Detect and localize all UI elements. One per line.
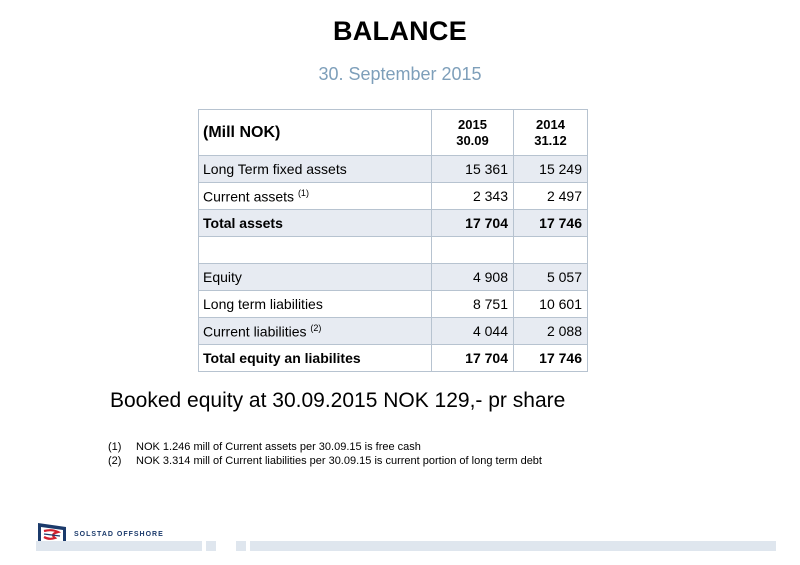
footnote-ref: (2): [310, 322, 322, 333]
row-label: Current assets: [203, 188, 295, 205]
table-row: [199, 318, 588, 345]
row-label: Total equity an liabilites: [203, 350, 361, 366]
cell-2014: 15 249: [514, 156, 588, 183]
row-label: Long term liabilities: [203, 296, 323, 312]
table-row-empty: [199, 237, 588, 264]
footnote-number: (2): [108, 455, 122, 467]
column-header-2015: [432, 110, 514, 156]
column-header-2014-date: 31.12: [534, 132, 567, 148]
row-label: Current liabilities: [203, 323, 307, 340]
page-title: BALANCE: [332, 16, 468, 46]
footnotes: [108, 440, 542, 468]
table-row: [199, 156, 588, 183]
cell-2015: 4 908: [432, 264, 514, 291]
footer-bar-segment: [236, 541, 246, 551]
footnote-text: NOK 1.246 mill of Current assets per 30.09.15 is free cash: [136, 441, 421, 453]
table-row-total: [199, 210, 588, 237]
table-row-total: [199, 345, 588, 372]
table-row: [199, 264, 588, 291]
footer-bar-segment: [250, 541, 776, 551]
cell-2014: 17 746: [514, 210, 588, 237]
row-label: Long Term fixed assets: [203, 161, 347, 177]
cell-2015: [432, 237, 514, 264]
footnote-2: [108, 454, 542, 468]
table-header-row: [199, 110, 588, 156]
cell-2014: 17 746: [514, 345, 588, 372]
footnote-number: (1): [108, 441, 122, 453]
row-label: Total assets: [203, 215, 283, 231]
cell-2014: 10 601: [514, 291, 588, 318]
column-header-2014-year: 2014: [536, 116, 565, 132]
footnote-1: [108, 440, 542, 454]
cell-2015: 2 343: [432, 183, 514, 210]
cell-2014: 5 057: [514, 264, 588, 291]
footnote-ref: (1): [297, 187, 309, 198]
cell-2014: [514, 237, 588, 264]
cell-2015: 17 704: [432, 210, 514, 237]
logo-text: SOLSTAD OFFSHORE: [74, 531, 164, 538]
booked-equity-statement: Booked equity at 30.09.2015 NOK 129,- pr share: [110, 389, 566, 412]
balance-table: [198, 109, 588, 372]
table-row: [199, 291, 588, 318]
footnote-text: NOK 3.314 mill of Current liabilities per 30.09.15 is current portion of long term debt: [136, 455, 542, 467]
table-row: [199, 183, 588, 210]
column-header-2015-date: 30.09: [456, 132, 489, 148]
cell-2014: 2 497: [514, 183, 588, 210]
column-header-2015-year: 2015: [458, 116, 487, 132]
cell-2015: 17 704: [432, 345, 514, 372]
footer-bar-segment: [206, 541, 216, 551]
cell-2014: 2 088: [514, 318, 588, 345]
cell-2015: 15 361: [432, 156, 514, 183]
unit-label: (Mill NOK): [199, 110, 432, 156]
page-subtitle: 30. September 2015: [318, 64, 482, 84]
cell-2015: 4 044: [432, 318, 514, 345]
footer-bar-segment: [36, 541, 202, 551]
cell-2015: 8 751: [432, 291, 514, 318]
column-header-2014: [514, 110, 588, 156]
row-label: Equity: [203, 269, 242, 285]
